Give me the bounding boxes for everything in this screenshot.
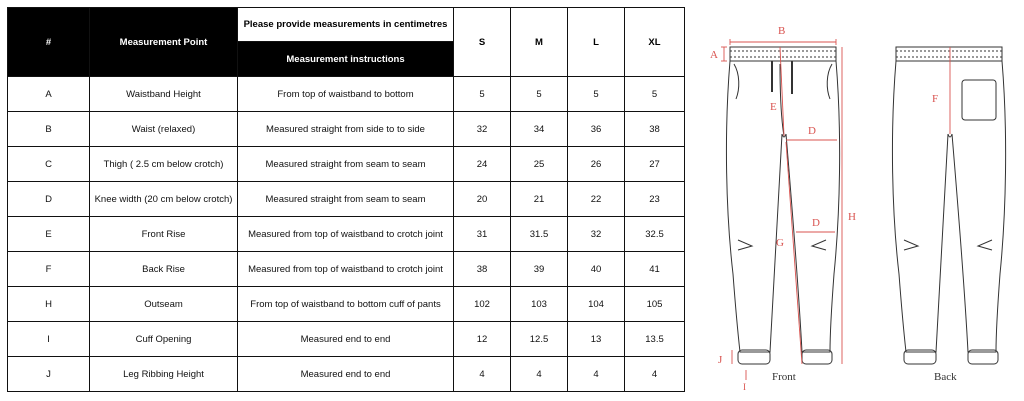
table-row bbox=[8, 217, 685, 252]
row-point: Outseam bbox=[90, 287, 238, 322]
back-caption: Back bbox=[934, 371, 957, 383]
row-value-m: 5 bbox=[511, 77, 568, 112]
front-pants-drawing bbox=[726, 47, 839, 364]
measurement-labels bbox=[710, 25, 938, 392]
row-instruction: Measured from top of waistband to crotch joint bbox=[238, 252, 454, 287]
row-code: I bbox=[8, 322, 90, 357]
back-pants-drawing bbox=[892, 47, 1005, 364]
table-row bbox=[8, 287, 685, 322]
row-value-xl: 4 bbox=[625, 357, 685, 392]
row-value-xl: 32.5 bbox=[625, 217, 685, 252]
row-value-l: 36 bbox=[568, 112, 625, 147]
label-d-thigh: D bbox=[808, 125, 816, 137]
row-instruction: Measured straight from seam to seam bbox=[238, 182, 454, 217]
row-code: J bbox=[8, 357, 90, 392]
row-value-xl: 13.5 bbox=[625, 322, 685, 357]
row-value-s: 5 bbox=[454, 77, 511, 112]
row-point: Waist (relaxed) bbox=[90, 112, 238, 147]
row-value-xl: 23 bbox=[625, 182, 685, 217]
table-row bbox=[8, 322, 685, 357]
label-i: I bbox=[743, 382, 746, 392]
row-value-l: 4 bbox=[568, 357, 625, 392]
row-code: C bbox=[8, 147, 90, 182]
header-size-l: L bbox=[568, 8, 625, 77]
row-value-l: 13 bbox=[568, 322, 625, 357]
row-value-s: 38 bbox=[454, 252, 511, 287]
header-instructions: Measurement instructions bbox=[238, 42, 454, 77]
row-value-s: 31 bbox=[454, 217, 511, 252]
row-value-s: 102 bbox=[454, 287, 511, 322]
row-code: D bbox=[8, 182, 90, 217]
table-row bbox=[8, 182, 685, 217]
row-point: Back Rise bbox=[90, 252, 238, 287]
label-j: J bbox=[718, 354, 723, 366]
row-value-l: 22 bbox=[568, 182, 625, 217]
label-d-knee: D bbox=[812, 217, 820, 229]
row-value-m: 4 bbox=[511, 357, 568, 392]
label-a: A bbox=[710, 49, 718, 61]
header-measurement-point: Measurement Point bbox=[90, 8, 238, 77]
header-size-m: M bbox=[511, 8, 568, 77]
label-h: H bbox=[848, 211, 856, 223]
row-point: Cuff Opening bbox=[90, 322, 238, 357]
row-point: Waistband Height bbox=[90, 77, 238, 112]
row-instruction: From top of waistband to bottom bbox=[238, 77, 454, 112]
pants-measurement-diagram bbox=[700, 14, 1018, 392]
row-instruction: Measured end to end bbox=[238, 357, 454, 392]
row-point: Knee width (20 cm below crotch) bbox=[90, 182, 238, 217]
front-caption: Front bbox=[772, 371, 796, 383]
row-value-m: 31.5 bbox=[511, 217, 568, 252]
row-value-l: 40 bbox=[568, 252, 625, 287]
row-instruction: From top of waistband to bottom cuff of pants bbox=[238, 287, 454, 322]
measurement-table bbox=[7, 7, 685, 392]
row-value-xl: 41 bbox=[625, 252, 685, 287]
row-point: Thigh ( 2.5 cm below crotch) bbox=[90, 147, 238, 182]
label-f: F bbox=[932, 93, 939, 105]
header-size-xl: XL bbox=[625, 8, 685, 77]
row-instruction: Measured end to end bbox=[238, 322, 454, 357]
row-value-m: 21 bbox=[511, 182, 568, 217]
row-value-xl: 5 bbox=[625, 77, 685, 112]
table-row bbox=[8, 357, 685, 392]
table-row bbox=[8, 252, 685, 287]
row-value-l: 26 bbox=[568, 147, 625, 182]
row-value-l: 104 bbox=[568, 287, 625, 322]
header-number: # bbox=[8, 8, 90, 77]
row-value-m: 34 bbox=[511, 112, 568, 147]
row-instruction: Measured straight from seam to seam bbox=[238, 147, 454, 182]
row-code: H bbox=[8, 287, 90, 322]
row-value-s: 20 bbox=[454, 182, 511, 217]
header-size-s: S bbox=[454, 8, 511, 77]
row-value-xl: 27 bbox=[625, 147, 685, 182]
row-instruction: Measured straight from side to to side bbox=[238, 112, 454, 147]
table-row bbox=[8, 112, 685, 147]
row-value-m: 103 bbox=[511, 287, 568, 322]
table-row bbox=[8, 77, 685, 112]
header-provide-note: Please provide measurements in centimetres bbox=[238, 8, 454, 42]
row-value-s: 32 bbox=[454, 112, 511, 147]
row-value-xl: 105 bbox=[625, 287, 685, 322]
row-value-s: 24 bbox=[454, 147, 511, 182]
row-code: B bbox=[8, 112, 90, 147]
row-value-xl: 38 bbox=[625, 112, 685, 147]
row-value-m: 12.5 bbox=[511, 322, 568, 357]
label-g: G bbox=[776, 237, 784, 249]
table-row bbox=[8, 147, 685, 182]
row-code: E bbox=[8, 217, 90, 252]
row-code: A bbox=[8, 77, 90, 112]
label-b: B bbox=[778, 25, 786, 37]
row-value-l: 5 bbox=[568, 77, 625, 112]
row-value-s: 4 bbox=[454, 357, 511, 392]
row-value-m: 25 bbox=[511, 147, 568, 182]
measurement-lines bbox=[721, 39, 950, 380]
row-value-m: 39 bbox=[511, 252, 568, 287]
label-e: E bbox=[770, 101, 777, 113]
row-instruction: Measured from top of waistband to crotch joint bbox=[238, 217, 454, 252]
row-point: Leg Ribbing Height bbox=[90, 357, 238, 392]
row-value-s: 12 bbox=[454, 322, 511, 357]
row-point: Front Rise bbox=[90, 217, 238, 252]
row-code: F bbox=[8, 252, 90, 287]
row-value-l: 32 bbox=[568, 217, 625, 252]
